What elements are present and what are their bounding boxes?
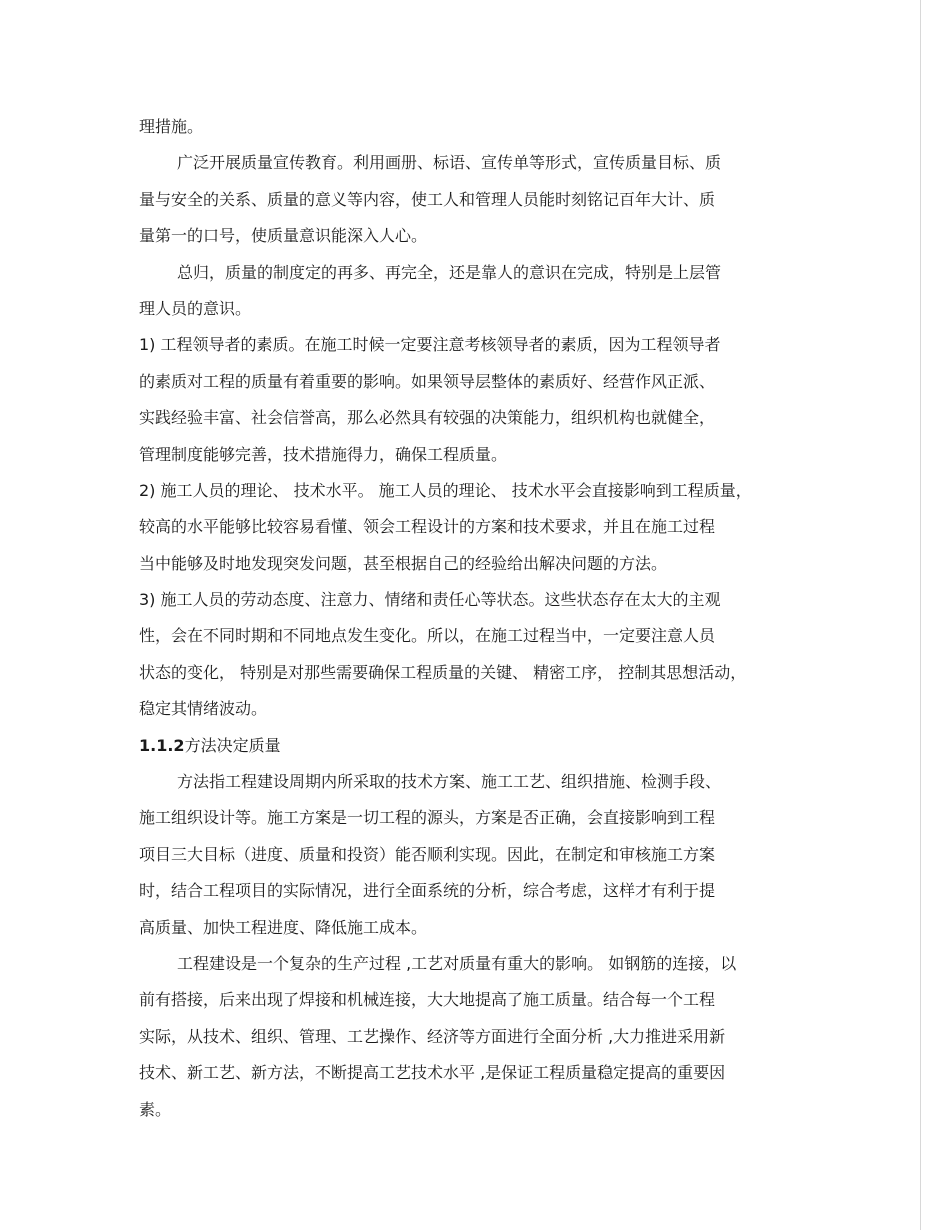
paragraph [139,149,811,258]
section-heading-title: 方法决定质量 [184,735,281,755]
paragraph-line: 施工组织设计等。施工方案是一切工程的源头，方案是否正确，会直接影响到工程 [139,808,716,828]
section-heading-number: 1.1.2 [139,735,185,755]
paragraph-line: 工程建设是一个复杂的生产过程 ,工艺对质量有重大的影响。 如钢筋的连接，以 [177,953,737,973]
paragraph-line: 量第一的口号，使质量意识能深入人心。 [139,226,428,246]
paragraph-line: 较高的水平能够比较容易看懂、领会工程设计的方案和技术要求，并且在施工过程 [139,517,716,537]
paragraph-line: 的素质对工程的质量有着重要的影响。如果领导层整体的素质好、经营作风正派、 [139,371,716,391]
paragraph-line: 广泛开展质量宣传教育。利用画册、标语、宣传单等形式，宣传质量目标、质 [177,153,722,173]
paragraph-line: 实践经验丰富、社会信誉高，那么必然具有较强的决策能力，组织机构也就健全， [139,408,716,428]
paragraph-line: 2) 施工人员的理论、 技术水平。 施工人员的理论、 技术水平会直接影响到工程质量， [139,480,752,500]
paragraph-line: 稳定其情绪波动。 [139,699,268,719]
paragraph-line: 前有搭接，后来出现了焊接和机械连接，大大地提高了施工质量。结合每一个工程 [139,990,716,1010]
paragraph-line: 时，结合工程项目的实际情况，进行全面系统的分析，综合考虑，这样才有利于提 [139,881,716,901]
paragraph-line: 总归，质量的制度定的再多、再完全，还是靠人的意识在完成，特别是上层管 [177,262,722,282]
paragraph-line: 方法指工程建设周期内所采取的技术方案、施工工艺、组织措施、检测手段、 [177,772,722,792]
section-heading [139,732,811,768]
paragraph-line: 理措施。 [139,117,204,136]
paragraph-line: 技术、新工艺、新方法，不断提高工艺技术水平 ,是保证工程质量稳定提高的重要因 [139,1063,726,1083]
page-edge-divider [920,0,921,1230]
paragraph [139,259,811,332]
paragraph [139,477,811,586]
paragraph-line: 高质量、加快工程进度、降低施工成本。 [139,917,428,937]
document-body [139,113,811,1132]
paragraph [139,950,811,1132]
paragraph-line: 素。 [139,1099,172,1119]
paragraph-line: 量与安全的关系、质量的意义等内容，使工人和管理人员能时刻铭记百年大计、质 [139,189,716,209]
paragraph-line: 3) 施工人员的劳动态度、注意力、情绪和责任心等状态。这些状态存在太大的主观 [139,590,721,610]
paragraph [139,768,811,950]
paragraph-line: 性，会在不同时期和不同地点发生变化。所以，在施工过程当中，一定要注意人员 [139,626,716,646]
paragraph [139,331,811,477]
paragraph-line: 状态的变化， 特别是对那些需要确保工程质量的关键、 精密工序， 控制其思想活动， [139,662,747,682]
paragraph [139,586,811,732]
paragraph-line: 管理制度能够完善，技术措施得力，确保工程质量。 [139,444,508,464]
paragraph-line: 1) 工程领导者的素质。在施工时候一定要注意考核领导者的素质，因为工程领导者 [139,335,721,355]
paragraph-line: 当中能够及时地发现突发问题，甚至根据自己的经验给出解决问题的方法。 [139,553,668,573]
paragraph-line: 理人员的意识。 [139,298,252,318]
paragraph [139,113,811,149]
paragraph-line: 实际，从技术、组织、管理、工艺操作、经济等方面进行全面分析 ,大力推进采用新 [139,1026,726,1046]
paragraph-line: 项目三大目标（进度、质量和投资）能否顺利实现。因此，在制定和审核施工方案 [139,844,716,864]
